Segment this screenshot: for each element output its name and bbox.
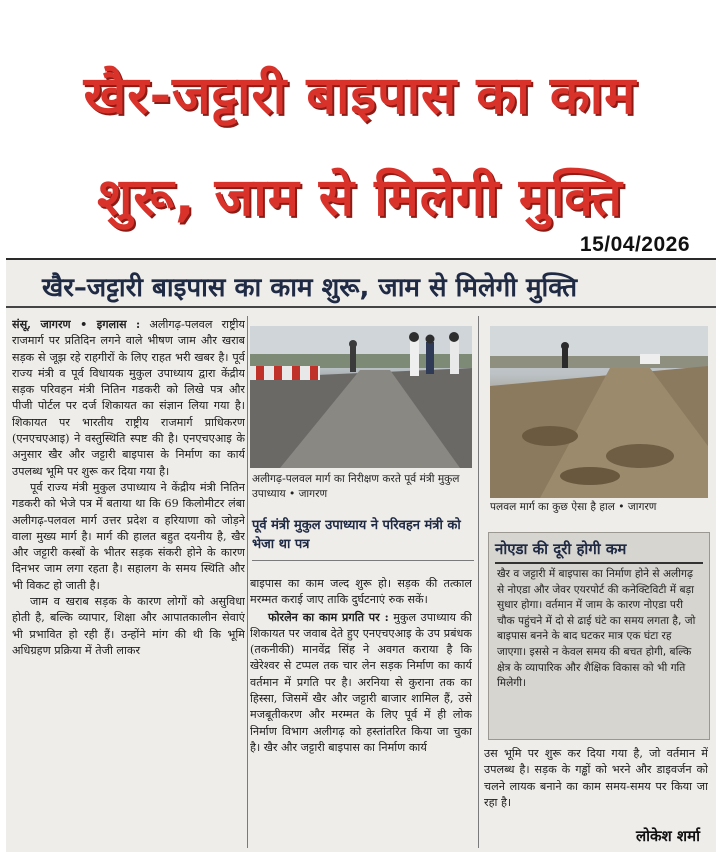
dateline: संसू, जागरण • इगलास :	[12, 317, 141, 331]
column2-paragraph-2	[250, 609, 472, 757]
newspaper-clipping	[6, 258, 716, 852]
sidebar-box-title: नोएडा की दूरी होगी कम	[495, 539, 703, 564]
column1-paragraph-2: पूर्व राज्य मंत्री मुकुल उपाध्याय ने केंद्रीय मंत्री नितिन गडकरी को भेजे पत्र में बताया था कि 69 किलोमीटर लंबा अलीगढ़-पलवल मार्ग उत्तर प्रदेश व हरियाणा को जोड़ने वाला मुख्य मार्ग है। मार्ग की हालत बहुत दयनीय है, खैर और जट्टारी कस्बों के भीतर सड़क संकरी होने के कारण दिनभर जाम लगा रहता है। सहालग के समय स्थिति और भी विकट हो जाती है।	[12, 480, 245, 592]
publication-date: 15/04/2026	[579, 233, 690, 256]
road-inspection-illustration	[250, 326, 472, 468]
column2-para2-text: मुकुल उपाध्याय की शिकायत पर जवाब देते हुए एनएचएआइ के उप प्रबंधक (तकनीकी) मानवेंद्र सिंह ने अवगत कराया है कि खेरेश्वर से टप्पल तक चार लेन सड़क निर्माण का कार्य वर्तमान में प्रगति पर है। अरनिया से कुराना तक का हिस्सा, जिसमें खैर और जट्टारी बाजार शामिल हैं, उसे मजबूतीकरण और मरम्मत के लिए पूर्व में ही लोक निर्माण विभाग अलीगढ़ को हस्तांतरित किया जा चुका है। खैर और जट्टारी बाइपास का निर्माण कार्य	[250, 610, 472, 754]
column1-paragraph-3: जाम व खराब सड़क के कारण लोगों को असुविधा होती है, बल्कि व्यापार, शिक्षा और आपातकालीन सेवाएं भी प्रभावित हो रही हैं। उन्होंने मांग की थी कि भूमि अधिग्रहण प्रक्रिया में तेजी लाकर	[12, 595, 245, 657]
column-divider	[247, 316, 248, 848]
sidebar-box-body: खैर व जट्टारी में बाइपास का निर्माण होने से अलीगढ़ से नोएडा और जेवर एयरपोर्ट की कनेक्टिविटी में बड़ा सुधार होगा। वर्तमान में जाम के कारण नोएडा परी चौक पहुंचने में दो से ढाई घंटे का समय लगता है, जो बाइपास बनने के बाद घटकर मात्र एक घंटा रह जाएगा। इससे न केवल समय की बचत होगी, बल्कि क्षेत्र के व्यापारिक और शैक्षिक विकास को भी गति मिलेगी।	[497, 568, 696, 690]
damaged-road-illustration	[490, 326, 708, 498]
subheading-divider	[252, 560, 474, 561]
column2-paragraph-1: बाइपास का काम जल्द शुरू हो। सड़क की तत्काल मरम्मत कराई जाए ताकि दुर्घटनाएं रुक सकें।	[250, 577, 472, 607]
byline: लोकेश शर्मा	[635, 827, 700, 845]
article-subheading: पूर्व मंत्री मुकुल उपाध्याय ने परिवहन मंत्री को भेजा था पत्र	[252, 518, 461, 552]
section-lead: फोरलेन का काम प्रगति पर :	[268, 609, 389, 624]
article-column-1	[12, 316, 245, 848]
clipping-title-bar	[6, 264, 716, 308]
photo-road-condition	[490, 326, 708, 498]
photo-inspection-caption: अलीगढ़-पलवल मार्ग का निरीक्षण करते पूर्व मंत्री मुकुल उपाध्याय • जागरण	[252, 473, 460, 500]
clipping-title: खैर–जट्टारी बाइपास का काम शुरू, जाम से मिलेगी मुक्ति	[42, 273, 578, 303]
column1-paragraph-1	[12, 316, 245, 480]
sidebar-box	[488, 532, 710, 740]
column3-paragraph-1: उस भूमि पर शुरू कर दिया गया है, जो वर्तमान में उपलब्ध है। सड़क के गड्ढों को भरने और डाइवर्जन को चलने लायक बनाने का काम समय-समय पर किया जा रहा है।	[484, 747, 708, 809]
column1-para1-text: अलीगढ़-पलवल राष्ट्रीय राजमार्ग पर प्रतिदिन लगने वाले भीषण जाम और खराब सड़क से जूझ रहे राहगीरों के लिए राहत भरी खबर है। पूर्व राज्य मंत्री व पूर्व विधायक मुकुल उपाध्याय द्वारा केंद्रीय सड़क परिवहन मंत्री नितिन गडकरी को लिखे पत्र और पीजी पोर्टल पर दर्ज शिकायत का संज्ञान लिया गया है। शिकायत पर भारतीय राष्ट्रीय राजमार्ग प्राधिकरण (एनएचएआइ) ने वस्तुस्थिति स्पष्ट की है। एनएचएआइ के अनुसार खैर और जट्टारी बाइपास के निर्माण का कार्य उपलब्ध भूमि पर शुरू कर दिया गया है।	[12, 318, 245, 478]
photo-inspection	[250, 326, 472, 468]
main-headline-line-2: शुरू, जाम से मिलेगी मुक्ति	[97, 168, 623, 228]
photo-road-caption: पलवल मार्ग का कुछ ऐसा है हाल • जागरण	[490, 501, 657, 513]
column-divider	[478, 316, 479, 848]
main-headline-line-1: खैर-जट्टारी बाइपास का काम	[83, 66, 637, 126]
article-column-2	[250, 576, 472, 850]
